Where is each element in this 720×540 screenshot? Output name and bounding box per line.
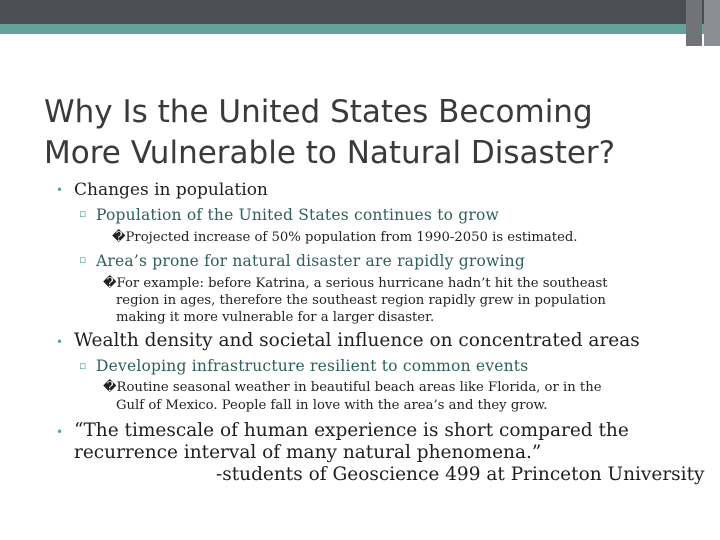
detail-routine-weather-line-2: Gulf of Mexico. People fall in love with the area’s and they grow. (116, 398, 548, 413)
sub-bullet-developing-infrastructure: Developing infrastructure resilient to common events (96, 357, 529, 375)
sub-bullet-population-grow: Population of the United States continues to grow (96, 206, 500, 224)
bullet-dot-icon: • (56, 425, 64, 439)
detail-projected-increase: �Projected increase of 50% population from 1990-2050 is estimated. (112, 230, 578, 245)
sub-bullet-square-icon: ▫ (79, 207, 87, 220)
title-line-2: More Vulnerable to Natural Disaster? (44, 135, 616, 171)
sub-bullet-square-icon: ▫ (79, 253, 87, 266)
detail-routine-weather-line-1: �Routine seasonal weather in beautiful beach areas like Florida, or in the (103, 380, 602, 395)
bullet-wealth-density: Wealth density and societal influence on concentrated areas (74, 330, 640, 351)
title-line-1: Why Is the United States Becoming (44, 94, 593, 130)
bullet-dot-icon: • (56, 183, 64, 197)
bullet-dot-icon: • (56, 335, 64, 349)
quote-attribution: -students of Geoscience 499 at Princeton University (216, 464, 705, 485)
quote-line-2: recurrence interval of many natural phenomena.” (74, 442, 542, 463)
bullet-changes-in-population: Changes in population (74, 180, 268, 200)
sub-bullet-square-icon: ▫ (79, 359, 87, 372)
detail-katrina-line-3: making it more vulnerable for a larger disaster. (116, 310, 435, 325)
sub-bullet-area-prone: Area’s prone for natural disaster are rapidly growing (96, 252, 525, 270)
detail-katrina-line-2: region in ages, therefore the southeast region rapidly grew in population (116, 293, 606, 308)
quote-line-1: “The timescale of human experience is short compared the (74, 420, 629, 441)
detail-katrina-line-1: �For example: before Katrina, a serious hurricane hadn’t hit the southeast (103, 276, 608, 291)
